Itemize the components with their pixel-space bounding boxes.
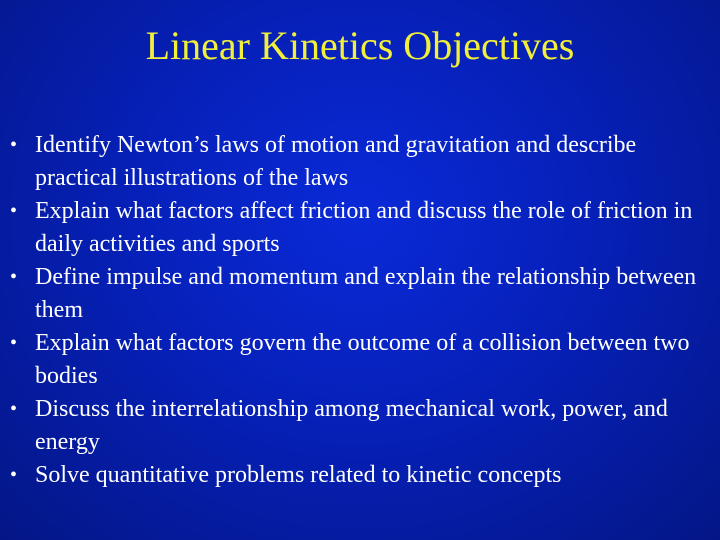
bullet-text: Define impulse and momentum and explain the relationship between them xyxy=(35,264,697,323)
list-item xyxy=(10,261,710,327)
bullet-icon: • xyxy=(10,266,18,288)
bullet-text: Solve quantitative problems related to kinetic concepts xyxy=(35,462,562,488)
bullet-text: Explain what factors govern the outcome of a collision between two bodies xyxy=(35,330,690,389)
list-item xyxy=(10,129,710,195)
bullet-text: Discuss the interrelationship among mechanical work, power, and energy xyxy=(35,396,668,455)
bullet-text: Identify Newton’s laws of motion and gravitation and describe practical illustrations of the laws xyxy=(35,132,637,191)
objectives-list xyxy=(10,129,710,492)
list-item xyxy=(10,393,710,459)
bullet-icon: • xyxy=(10,200,18,222)
list-item xyxy=(10,459,710,492)
slide-title: Linear Kinetics Objectives xyxy=(145,23,575,68)
list-item xyxy=(10,327,710,393)
bullet-icon: • xyxy=(10,464,18,486)
bullet-icon: • xyxy=(10,398,18,420)
bullet-icon: • xyxy=(10,332,18,354)
bullet-text: Explain what factors affect friction and discuss the role of friction in daily activities and sports xyxy=(35,198,693,257)
bullet-icon: • xyxy=(10,134,18,156)
list-item xyxy=(10,195,710,261)
